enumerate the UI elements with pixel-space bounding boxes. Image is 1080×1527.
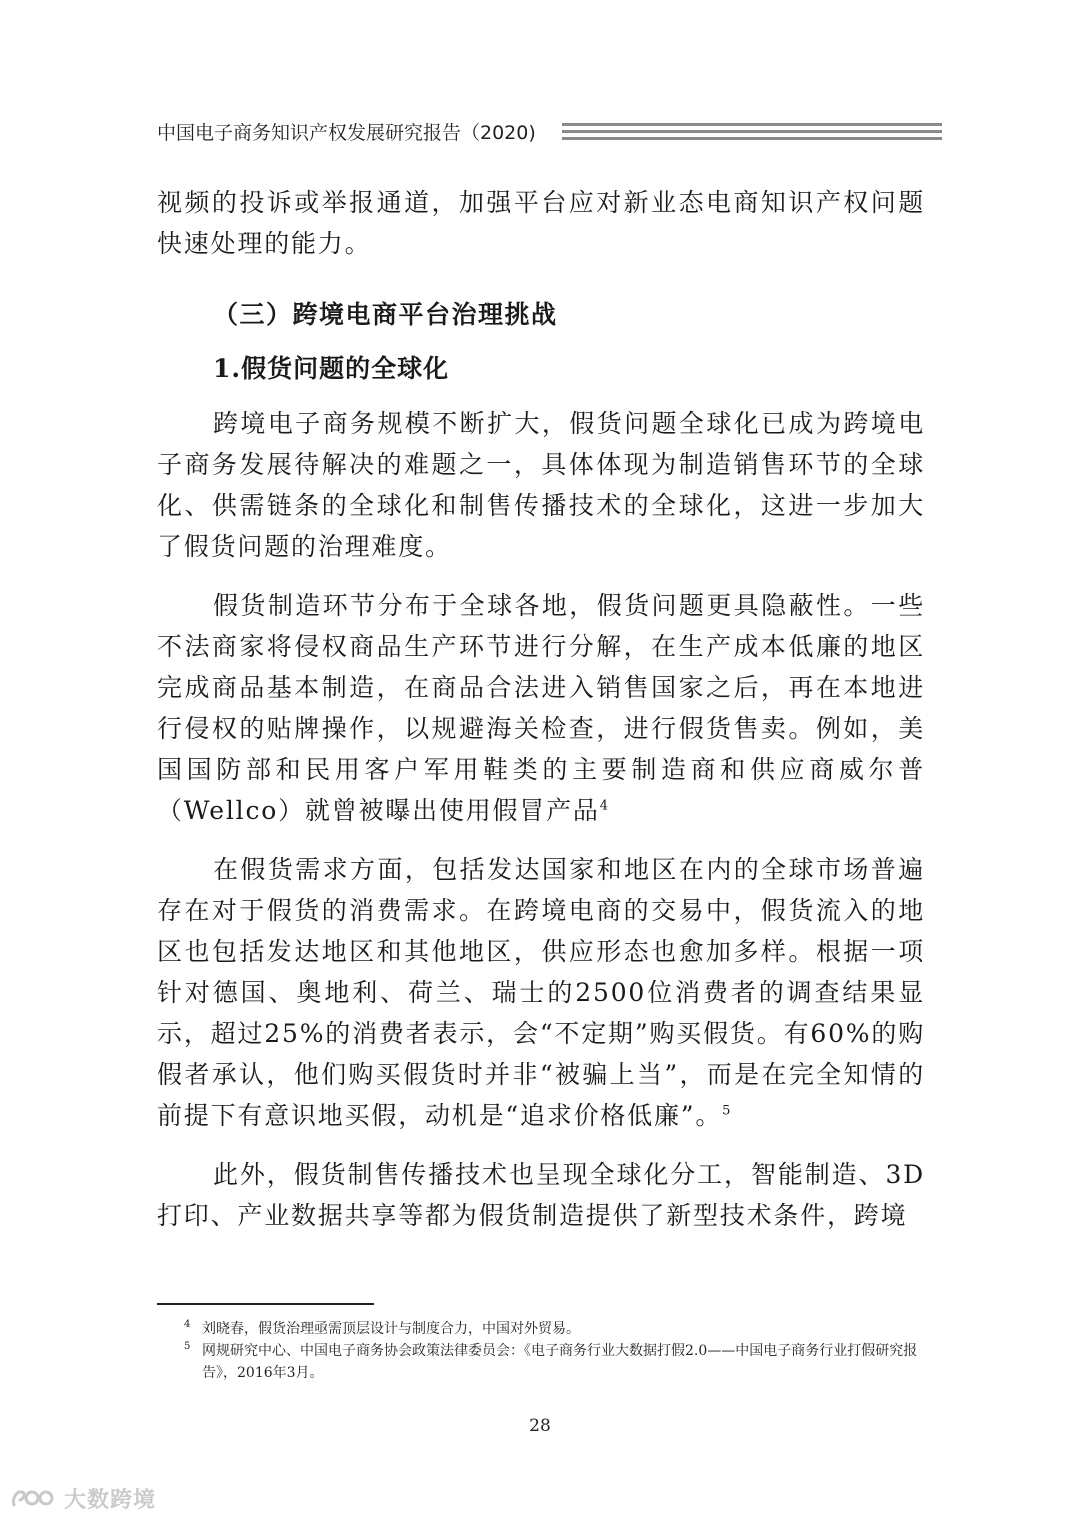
footnote-5 [157, 1340, 925, 1384]
brand-logo-icon [10, 1485, 58, 1511]
paragraph-2 [157, 585, 925, 831]
footnote-separator [157, 1303, 374, 1305]
paragraph-4: 此外，假货制售传播技术也呈现全球化分工，智能制造、3D打印、产业数据共享等都为假货制造提供了新型技术条件，跨境 [157, 1160, 925, 1230]
page-number: 28 [529, 1416, 551, 1436]
section-heading: （三）跨境电商平台治理挑战 [213, 300, 558, 329]
paragraph-3-text: 在假货需求方面，包括发达国家和地区在内的全球市场普遍存在对于假货的消费需求。在跨境电商的交易中，假货流入的地区也包括发达地区和其他地区，供应形态也愈加多样。根据一项针对德国、奥地利、荷兰、瑞士的2500位消费者的调查结果显示，超过25%的消费者表示，会“不定期”购买假货。有60%的购假者承认，他们购买假货时并非“被骗上当”，而是在完全知情的前提下有意识地买假，动机是“追求价格低廉”。 [157, 855, 925, 1130]
paragraph-1: 跨境电子商务规模不断扩大，假货问题全球化已成为跨境电子商务发展待解决的难题之一，具体体现为制造销售环节的全球化、供需链条的全球化和制售传播技术的全球化，这进一步加大了假货问题的治理难度。 [157, 409, 925, 561]
footnote-ref-5[interactable]: 5 [722, 1103, 733, 1119]
footnote-4 [157, 1318, 925, 1340]
body-text [157, 182, 925, 1236]
footnote-text: 网规研究中心、中国电子商务协会政策法律委员会：《电子商务行业大数据打假2.0——中国电子商务行业打假研究报告》，2016年3月。 [202, 1343, 918, 1381]
watermark [10, 1483, 156, 1513]
paragraph-2-text: 假货制造环节分布于全球各地，假货问题更具隐蔽性。一些不法商家将侵权商品生产环节进行分解，在生产成本低廉的地区完成商品基本制造，在商品合法进入销售国家之后，再在本地进行侵权的贴牌操作，以规避海关检查，进行假货售卖。例如，美国国防部和民用客户军用鞋类的主要制造商和供应商威尔普（Wellco）就曾被曝出使用假冒产品 [157, 591, 925, 825]
paragraph-continued: 视频的投诉或举报通道，加强平台应对新业态电商知识产权问题快速处理的能力。 [157, 188, 925, 258]
watermark-text: 大数跨境 [64, 1487, 157, 1513]
report-title: 中国电子商务知识产权发展研究报告（2020) [157, 122, 536, 144]
footnote-text: 刘晓春，假货治理亟需顶层设计与制度合力，中国对外贸易。 [202, 1321, 580, 1337]
footnote-ref-4[interactable]: 4 [599, 798, 610, 814]
paragraph-3 [157, 849, 925, 1136]
footnotes [157, 1318, 925, 1384]
running-header [157, 120, 942, 150]
header-rule [562, 123, 942, 140]
footnote-mark: 4 [184, 1319, 191, 1330]
footnote-mark: 5 [184, 1341, 191, 1352]
subsection-heading: 1.假货问题的全球化 [213, 354, 450, 383]
